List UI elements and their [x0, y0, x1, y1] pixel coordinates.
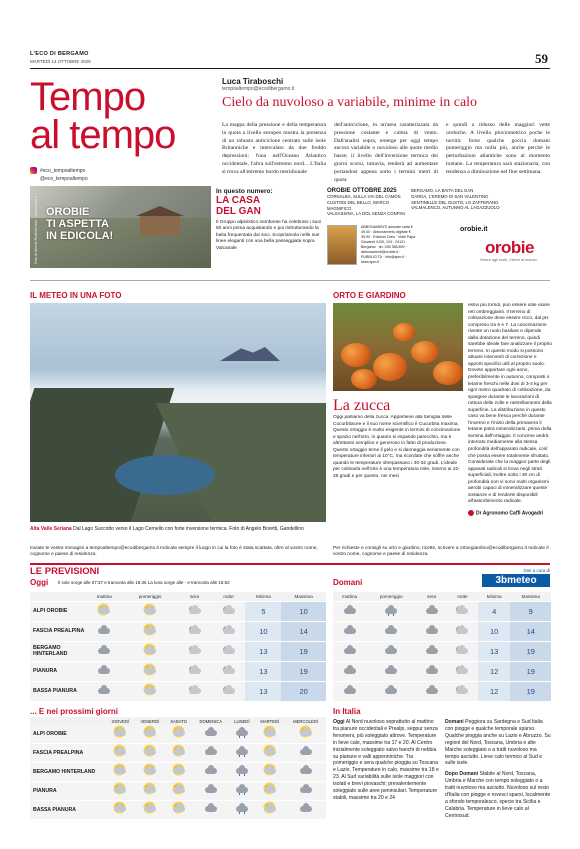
day-header: DOMENICA [192, 717, 229, 725]
garden-heading: ORTO E GIARDINO [333, 291, 406, 300]
cloud-icon [425, 624, 439, 636]
today-label: Oggi [30, 578, 49, 587]
sun-cloud-icon [143, 604, 157, 616]
location-name: FASCIA PREALPINA [30, 744, 106, 763]
promo-credit: Foto di Alberto Riolfo/Orobie · www.orobie.it [34, 196, 38, 264]
cloud-icon [343, 644, 357, 656]
rain-icon [235, 764, 249, 776]
page-number: 59 [535, 51, 548, 66]
location-name: BASSA PIANURA [30, 681, 86, 701]
location-name: FASCIA PREALPINA [30, 621, 86, 641]
max-temp: 10 [281, 601, 326, 621]
agronomist-icon [468, 510, 474, 516]
sun-cloud-icon [113, 783, 127, 795]
sun-cloud-icon [143, 624, 157, 636]
moon-cloud-icon [222, 604, 236, 616]
moon-cloud-icon [222, 644, 236, 656]
col-evening: sera [178, 592, 212, 601]
cloud-icon [425, 684, 439, 696]
cloud-icon [425, 664, 439, 676]
sun-cloud-icon [143, 802, 157, 814]
location-name: BASSA PIANURA [30, 801, 106, 820]
moon-cloud-icon [455, 624, 469, 636]
italy-tomorrow: Domani Peggiora su Sardegna e Sud Italia con piogge e qualche temporale sparso. Qualche pioggia anche su Lazio e Abruzzo. Su regioni del Nord, Toscana, Umbria e alte Marche soleggiato o a tratti nuvoloso ma tempo asciutto. Lieve calo termico al Sud e sulle isole. Dopo Domani Stabile al Nord, Toscana, Umbria e Marche con tempo soleggiato o a tratti nuvoloso ma asciutto. Nuvoloso sul resto d'Italia con piogge e rovesci sparsi, localmente a sfondo temporalesco, specie tra Sicilia e Calabria. Temperature in lieve calo al Centrosud. [445, 719, 551, 819]
rain-icon [235, 726, 249, 738]
col-afternoon: pomeriggio [123, 592, 178, 601]
sun-cloud-icon [97, 604, 111, 616]
col-evening: sera [416, 592, 447, 601]
moon-cloud-icon [188, 684, 202, 696]
tomorrow-row [333, 641, 551, 661]
cloud-icon [97, 684, 111, 696]
max-temp: 9 [510, 601, 551, 621]
sun-cloud-icon [143, 664, 157, 676]
moon-cloud-icon [455, 604, 469, 616]
col-min: Minima [245, 592, 281, 601]
orobie-logo: orobie [485, 238, 534, 257]
col-max: Massima [510, 592, 551, 601]
sun-cloud-icon [113, 726, 127, 738]
min-temp: 13 [245, 641, 281, 661]
sun-cloud-icon [172, 745, 186, 757]
sun-cloud-icon [263, 764, 277, 776]
photo-invite: Inviate le vostre immagini a tempoaltempo@ecodibergamo.it Indicate sempre il luogo in cui la foto è stata scattata, oltre al vostro nome, cognome e paese di residenza. [30, 546, 318, 558]
garden-article-title: La zucca [333, 397, 391, 414]
min-temp: 12 [478, 661, 511, 681]
next-days-row [30, 801, 326, 820]
day-header: MARTEDÌ [254, 717, 285, 725]
sun-cloud-icon [172, 764, 186, 776]
cloud-icon [425, 604, 439, 616]
sun-cloud-icon [263, 783, 277, 795]
max-temp: 14 [510, 621, 551, 641]
rain-icon [384, 604, 398, 616]
cloud-icon [97, 664, 111, 676]
magazine-cover [327, 225, 357, 265]
moon-cloud-icon [222, 664, 236, 676]
cloud-icon [384, 684, 398, 696]
cloud-icon [97, 624, 111, 636]
moon-cloud-icon [222, 684, 236, 696]
cloud-icon [204, 726, 218, 738]
sun-cloud-icon [172, 726, 186, 738]
tomorrow-row [333, 661, 551, 681]
tomorrow-row [333, 601, 551, 621]
rain-icon [235, 783, 249, 795]
sun-cloud-icon [172, 783, 186, 795]
cloud-icon [97, 644, 111, 656]
cloud-icon [384, 644, 398, 656]
tomorrow-forecast-table [333, 592, 551, 702]
today-row [30, 641, 326, 661]
cloud-icon [343, 624, 357, 636]
today-row [30, 661, 326, 681]
cloud-icon [425, 644, 439, 656]
moon-cloud-icon [455, 664, 469, 676]
article-column-1: La mappa della pressione e della temperatura in quota a livello europeo mostra la presenza di un robusto anticiclone centrato sulle isole Britanniche e intercalato da due freddo depressioni: l'una nell'Oceano Atlantico occidentale, l'altra sull'estremo nord... L'Italia si trova all'estremo bordo meridionale [222, 122, 326, 175]
tomorrow-row [333, 621, 551, 641]
promo-headline: OROBIE TI ASPETTA IN EDICOLA! [46, 206, 114, 242]
max-temp: 20 [281, 681, 326, 701]
moon-cloud-icon [188, 604, 202, 616]
cloud-icon [299, 745, 313, 757]
garden-signature: Dr Agronomo Caffi Avogadri [468, 510, 543, 516]
max-temp: 19 [510, 681, 551, 701]
sun-cloud-icon [172, 802, 186, 814]
col-morning: mattina [86, 592, 123, 601]
garden-article-col1: Oggi parliamo della zucca. Appartiene alla famiglia delle Cucurbitacee e il suo nome scientifico è Cucurbita maxima. Questo ortaggio è molto esigente in termini di concimazione e spazio nell'orto, in quanto si espande parecchio, ma è altrettanto semplice e generoso in fatto di produzione. Questo ortaggio teme il gelo e si danneggia seriamente con temperature inferiori ai 10°C, ma ricordate che soffre anche quando le temperature oltrepassano i 30-32 gradi. L'ideale per coltivarla nell'orto è una temperatura mite, intorno ai 22-26 gradi e per questo, nei mesi [333, 415, 461, 479]
day-header: MERCOLEDÌ [285, 717, 326, 725]
location-name: BERGAMO HINTERLAND [30, 641, 86, 661]
header-rule [30, 68, 550, 69]
min-temp: 10 [245, 621, 281, 641]
newspaper-brand: L'ECO DI BERGAMO [30, 51, 89, 57]
day-header: VENERDÌ [135, 717, 166, 725]
orobie-issue-contents: OROBIE OTTOBRE 2025 CORNALBA, SULLA VIA DEL CAMÒS CUSTODI DEL BELLO, MARCO MAGNIFICO VALSASSINA, LA DOL SENZA CONFINI [327, 188, 405, 217]
cloud-icon [204, 783, 218, 795]
sun-cloud-icon [143, 745, 157, 757]
pumpkin-photo [333, 303, 463, 391]
col-afternoon: pomeriggio [366, 592, 416, 601]
moon-cloud-icon [455, 644, 469, 656]
cloud-icon [343, 604, 357, 616]
max-temp: 14 [281, 621, 326, 641]
section-divider [30, 280, 550, 281]
social-handle[interactable]: @eco_tempoaltempo [40, 176, 88, 182]
today-row [30, 681, 326, 701]
col-max: Massima [281, 592, 326, 601]
day-header: SABATO [165, 717, 192, 725]
today-forecast-table [30, 592, 326, 702]
subscription-info: ABBONAMENTI annuale carta € 49,00 · Abbonamento digitale € 39,90 · Edizioni Orea · Viale Papa Giovanni XXIII, 124 · 24121 Bergamo · tel. 035 358.899 · abbonamenti@orobie.it · PUBBLICITÀ · info@spm.it · www.spm.it [361, 225, 416, 264]
max-temp: 19 [510, 641, 551, 661]
italy-heading: In Italia [333, 707, 361, 716]
sun-cloud-icon [113, 764, 127, 776]
orobie-url[interactable]: orobie.it [460, 226, 488, 233]
in-this-issue: In questo numero: LA CASA DEL GAN Il Gruppo alpinistico nembrese ha celebrato i suoi 80 anni prima acquistando e poi ristrutturando la baita frequentata dai soci. Scopriamola nelle sue linee eleganti con una bella passeggiata sopra Valcanale [216, 188, 322, 251]
garden-article-col2: estivi più torridi, può essere utile usare reti ombreggianti. Il terreno di coltivazione deve essere ricco, dal pH compreso tra 6 e 7. La concimazione riveste un ruolo basilare e dipende dalla dotazione del terreno, quindi sarebbe ideale fare analizzare il proprio terreno. In questo modo si possono attuare interventi di correzione e apporti specifici utili al proprio suolo. Dovete apportare ogni anno, preferibilmente in autunno, composti o letame freschi nelle dosi di 3-4 kg per ogni metro quadrato di coltivazione, da spargere durante le lavorazioni di rottura delle zolle e rastrellamento della superficie. La distribuzione in questo caso va bene fresca perché durante l'inverno e l'inizio della primavera il letame potrà mineralizzarsi, prima della semina dell'ortaggio. Il concime andrà interrato mediamente alla stessa profondità dell'apparato radicale, così che possa essere totalmente sfruttato. Considerate che la maggior parte degli apparati radicali si trova negli strati superficiali; inoltre sotto i 30 cm di profondità non vi sono molti organismi aerobi capaci di mineralizzare queste sostanze e di renderle disponibili all'assorbimento radicale. [468, 303, 552, 505]
moon-cloud-icon [188, 624, 202, 636]
location-name: ALPI OROBIE [30, 725, 106, 744]
next-days-row [30, 725, 326, 744]
next-days-row [30, 782, 326, 801]
day-header: LUNEDÌ [229, 717, 254, 725]
article-column-3: e quindi a ridosso delle maggiori vette orobiche. A livello pluviometrico poche le novità: forse qualche goccia domani pomeriggio ma nulla più, anche perché le perturbazioni atlantiche sono al momento lontane. La temperatura sarà stazionaria, con tendenza a diminuzione nel fine settimana. [446, 122, 550, 175]
sun-cloud-icon [263, 726, 277, 738]
sun-cloud-icon [143, 764, 157, 776]
min-temp: 13 [245, 661, 281, 681]
next-days-table [30, 717, 326, 820]
location-name: PIANURA [30, 661, 86, 681]
col-morning: mattina [333, 592, 366, 601]
instagram-icon [30, 167, 37, 174]
article-headline: Cielo da nuvoloso a variabile, minime in calo [222, 95, 478, 110]
tomorrow-row [333, 681, 551, 701]
moon-cloud-icon [455, 684, 469, 696]
sun-cloud-icon [143, 644, 157, 656]
cloud-icon [204, 764, 218, 776]
cloud-icon [343, 664, 357, 676]
orobie-tagline: Vivere agli orobi, Vivere al mondo. [480, 258, 538, 262]
garden-invite: Per richieste e consigli su orto e giardino, ricette, scrivere a ortoegiardino@ecodibergamo.it Indicate il vostro nome, cognome e paese di residenza. [333, 546, 549, 558]
author-name: Luca Tiraboschi [222, 77, 284, 86]
max-temp: 19 [281, 641, 326, 661]
sun-cloud-icon [263, 745, 277, 757]
cloud-icon [299, 783, 313, 795]
orobie-issue-contents-2: BERGAMO, LA BAITA DEL GAN GARDA, L'EREMO DI SAN VALENTINO SENTINELLE DEL GUSTO, LO ZAFFERANO VALMALENCO, AUTUNNO AL LAGAZZUOLO [411, 188, 500, 211]
location-name: BERGAMO HINTERLAND [30, 763, 106, 782]
cloud-icon [299, 802, 313, 814]
location-name: ALPI OROBIE [30, 601, 86, 621]
min-temp: 10 [478, 621, 511, 641]
cloud-icon [204, 802, 218, 814]
rain-icon [235, 745, 249, 757]
sun-moon-info: Il sole sorge alle 07:37 e tramonta alle 18:36 La luna sorge alle - e tramonta alle 15:52 [58, 580, 230, 585]
instagram-link[interactable]: #eco_tempoaltempo [30, 167, 85, 174]
min-temp: 12 [478, 681, 511, 701]
sun-cloud-icon [143, 783, 157, 795]
3bmeteo-logo: Dati a cura di 3bmeteo [482, 568, 550, 587]
article-column-2: dell'anticiclone, in un'area caratterizzata da pressione costante e calma di vento. Dall'analisi sopra, emerge per oggi tempo ancora variabile o nuvoloso alle quote medio basse; il livello dell'inversione termica dei giorni scorsi, tuttavia, tenderà ad aumentare portandosi appena sotto i termini metri di quota [334, 122, 438, 183]
sun-cloud-icon [143, 726, 157, 738]
max-temp: 19 [510, 661, 551, 681]
house-illustration [140, 216, 180, 236]
location-name: PIANURA [30, 782, 106, 801]
col-min: Minima [478, 592, 511, 601]
cloud-icon [343, 684, 357, 696]
meteo-photo-heading: IL METEO IN UNA FOTO [30, 291, 122, 300]
moon-cloud-icon [188, 644, 202, 656]
sun-cloud-icon [113, 745, 127, 757]
min-temp: 5 [245, 601, 281, 621]
col-night: notte [212, 592, 246, 601]
photo-caption: Alta Valle Seriana Dal Lago Succotto verso il Lago Cernello con forte inversione termica. Foto di Angelo Boretti, Gandellino [30, 526, 304, 532]
forecast-rule [30, 563, 550, 565]
italy-today: Oggi Al Nord nuvoloso soprattutto al mattino tra pianure occidentali e Prealpi, seppur senza fenomeni, più soleggiato altrove. Temperature in lieve calo, massime tra 17 e 20. Al Centro inizialmente soleggiato salvo banchi di nebbia su pianure e valli appenniniche. Tra pomeriggio e sera qualche pioggia su Toscana e Lazio. Temperature in calo, massime tra 18 e 23. Al Sud variabilità sulle isole maggiori con isolati e brevi piovaschi; prevalentemente soleggiato sulle aree peninsulari. Temperature stabili, massime tra 20 e 24 [333, 719, 439, 801]
next-days-row [30, 744, 326, 763]
cloud-icon [299, 764, 313, 776]
sun-cloud-icon [113, 802, 127, 814]
orobie-promo-image [30, 186, 211, 268]
author-email[interactable]: tempoaltempo@ecodibergamo.it [222, 86, 295, 92]
sun-cloud-icon [143, 684, 157, 696]
sun-cloud-icon [299, 726, 313, 738]
cloud-icon [384, 624, 398, 636]
min-temp: 13 [478, 641, 511, 661]
cloud-icon [384, 664, 398, 676]
section-title: Tempo al tempo [30, 75, 176, 157]
max-temp: 19 [281, 661, 326, 681]
sun-cloud-icon [263, 802, 277, 814]
col-night: notte [447, 592, 478, 601]
today-row [30, 601, 326, 621]
next-days-heading: ... E nei prossimi giorni [30, 707, 119, 716]
tomorrow-label: Domani [333, 578, 363, 587]
issue-date: MARTEDÌ 14 OTTOBRE 2025 [30, 59, 91, 64]
day-header: GIOVEDÌ [106, 717, 135, 725]
min-temp: 13 [245, 681, 281, 701]
cloud-icon [204, 745, 218, 757]
moon-cloud-icon [188, 664, 202, 676]
next-days-row [30, 763, 326, 782]
moon-cloud-icon [222, 624, 236, 636]
forecast-heading: LE PREVISIONI [30, 566, 100, 577]
today-row [30, 621, 326, 641]
rain-icon [235, 802, 249, 814]
min-temp: 4 [478, 601, 511, 621]
mountain-lake-photo [30, 303, 326, 522]
